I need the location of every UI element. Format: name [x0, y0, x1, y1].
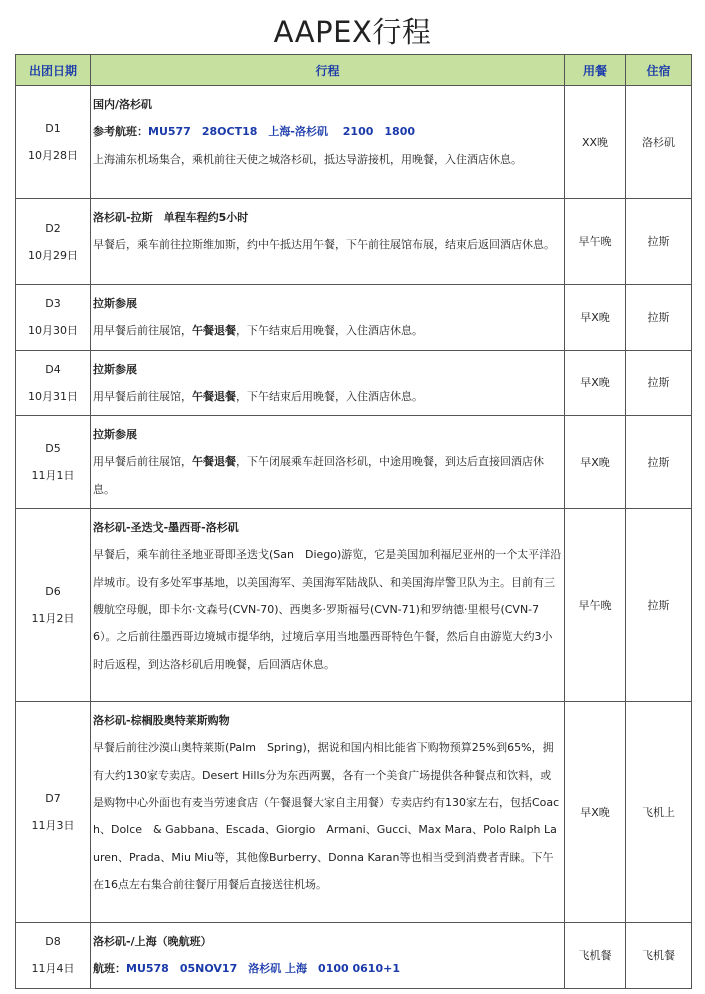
table-row	[16, 702, 692, 923]
itinerary-body	[93, 448, 562, 503]
header-itinerary: 行程	[91, 55, 565, 86]
itinerary-heading: 拉斯参展	[93, 428, 137, 442]
flight-info	[93, 118, 562, 145]
lunch-refund-note: 午餐退餐	[192, 389, 236, 403]
day-date: 11月1日	[31, 469, 75, 483]
day-number: D4	[45, 362, 61, 376]
day-number: D8	[45, 935, 61, 949]
itinerary-cell	[91, 285, 565, 351]
header-date: 出团日期	[16, 55, 91, 86]
lunch-refund-note: 午餐退餐	[192, 455, 236, 469]
table-row	[16, 923, 692, 989]
day-date: 10月28日	[28, 149, 78, 162]
day-cell	[16, 923, 91, 989]
itinerary-cell	[91, 509, 565, 702]
itinerary-heading: 拉斯参展	[93, 297, 137, 310]
flight-info	[93, 955, 562, 982]
meal-cell: 早X晚	[565, 702, 626, 923]
day-cell	[16, 416, 91, 509]
itinerary-heading: 洛杉矶-拉斯 单程车程约5小时	[93, 211, 249, 224]
table-row	[16, 285, 692, 351]
itinerary-cell	[91, 416, 565, 509]
body-text: ，下午结束后用晚餐，入住酒店休息。	[236, 389, 423, 403]
itinerary-heading: 国内/洛杉矶	[93, 98, 153, 111]
table-row	[16, 199, 692, 285]
header-stay: 住宿	[626, 55, 692, 86]
stay-cell: 洛杉矶	[626, 86, 692, 199]
body-text: ，下午结束后用晚餐，入住酒店休息。	[236, 324, 423, 338]
day-cell	[16, 702, 91, 923]
meal-cell: XX晚	[565, 86, 626, 199]
day-date: 10月29日	[28, 248, 78, 262]
day-cell	[16, 509, 91, 702]
itinerary-heading: 洛杉矶-/上海（晚航班）	[93, 935, 212, 949]
day-number: D3	[45, 297, 61, 311]
header-meal: 用餐	[565, 55, 626, 86]
itinerary-cell	[91, 199, 565, 285]
itinerary-cell	[91, 702, 565, 923]
stay-cell: 拉斯	[626, 285, 692, 351]
day-date: 10月31日	[28, 389, 78, 403]
day-date: 10月30日	[28, 324, 78, 338]
itinerary-body	[93, 317, 562, 344]
meal-cell: 早午晚	[565, 509, 626, 702]
day-date: 11月2日	[31, 612, 75, 626]
itinerary-heading: 洛杉矶-圣迭戈-墨西哥-洛杉矶	[93, 521, 239, 535]
day-number: D7	[45, 792, 61, 806]
day-date: 11月3日	[31, 819, 75, 833]
meal-cell: 早X晚	[565, 285, 626, 351]
stay-cell: 拉斯	[626, 350, 692, 416]
meal-cell: 早X晚	[565, 416, 626, 509]
stay-cell: 拉斯	[626, 416, 692, 509]
flight-label: 航班：	[93, 962, 126, 976]
stay-cell: 拉斯	[626, 199, 692, 285]
lunch-refund-note: 午餐退餐	[192, 324, 236, 338]
day-number: D1	[45, 122, 61, 135]
itinerary-heading: 拉斯参展	[93, 362, 137, 376]
stay-cell: 飞机上	[626, 702, 692, 923]
itinerary-body: 早餐后，乘车前往圣地亚哥即圣迭戈(San Diego)游览，它是美国加利福尼亚州的一个太平洋沿岸城市。设有多处军事基地，以美国海军、美国海军陆战队、和美国海岸警卫队为主。目前有三艘航空母舰，即卡尔·文森号(CVN-70)、西奥多·罗斯福号(CVN-71)和罗纳德·里根号(CVN-76）。之后前往墨西哥边境城市提华纳，过境后享用当地墨西哥特色午餐，然后自由游览大约3小时后返程，到达洛杉矶后用晚餐，后回酒店休息。	[93, 548, 562, 671]
meal-cell: 早X晚	[565, 350, 626, 416]
stay-cell: 拉斯	[626, 509, 692, 702]
day-date: 11月4日	[31, 962, 75, 976]
day-cell	[16, 199, 91, 285]
flight-number: MU578 05NOV17 洛杉矶 上海 0100 0610+1	[126, 962, 400, 976]
body-text: 用早餐后前往展馆，	[93, 389, 192, 403]
meal-cell: 早午晚	[565, 199, 626, 285]
page-title: AAPEX行程	[273, 15, 432, 49]
day-cell	[16, 86, 91, 199]
itinerary-body: 早餐后，乘车前往拉斯维加斯，约中午抵达用午餐，下午前往展馆布展，结束后返回酒店休息。	[93, 238, 555, 252]
itinerary-body: 早餐后前往沙漠山奥特莱斯(Palm Spring)，据说和国内相比能省下购物预算25%到65%，拥有大约130家专卖店。Desert Hills分为东西两翼，各有一个美食广场提供各种餐点和饮料，或是购物中心外面也有麦当劳速食店（午餐退餐大家自主用餐）专卖店约有130家左右，包括Coach、Dolce & Gabbana、Escada、Giorgio Armani、Gucci、Max Mara、Polo Ralph Lauren、Prada、Miu Miu等，其他像Burberry、Donna Karan等也相当受到消费者青睐。下午在16点左右集合前往餐厅用餐后直接送往机场。	[93, 741, 560, 891]
itinerary-cell	[91, 923, 565, 989]
itinerary-table	[15, 54, 692, 989]
itinerary-heading: 洛杉矶-棕榈股奥特莱斯购物	[93, 714, 230, 728]
table-row	[16, 350, 692, 416]
day-number: D5	[45, 442, 61, 456]
day-cell	[16, 285, 91, 351]
itinerary-cell	[91, 350, 565, 416]
itinerary-body	[93, 383, 562, 410]
body-text: ，下午闭展乘车赶回洛杉矶，中途用晚餐，到达后直接回酒店休息。	[93, 455, 544, 496]
itinerary-body: 上海浦东机场集合，乘机前往天使之城洛杉矶，抵达导游接机，用晚餐，入住酒店休息。	[93, 152, 522, 166]
flight-label: 参考航班：	[93, 125, 148, 139]
itinerary-cell	[91, 86, 565, 199]
table-row	[16, 509, 692, 702]
body-text: 用早餐后前往展馆，	[93, 455, 192, 469]
day-number: D6	[45, 585, 61, 599]
stay-cell: 飞机餐	[626, 923, 692, 989]
table-header-row	[16, 55, 692, 86]
body-text: 用早餐后前往展馆，	[93, 324, 192, 338]
table-row	[16, 416, 692, 509]
flight-number: MU577 28OCT18 上海-洛杉矶 2100 1800	[148, 125, 416, 139]
table-row	[16, 86, 692, 199]
day-number: D2	[45, 221, 61, 235]
day-cell	[16, 350, 91, 416]
meal-cell: 飞机餐	[565, 923, 626, 989]
